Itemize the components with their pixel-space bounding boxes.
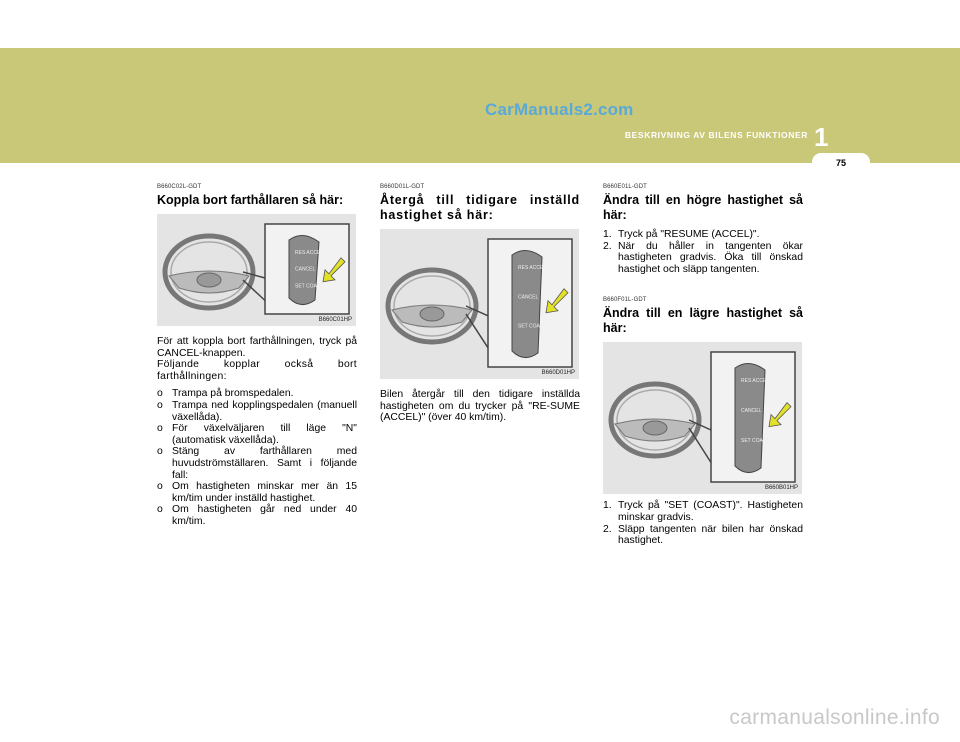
- switch-label: CANCEL: [295, 266, 316, 273]
- list-item: 1. Tryck på "SET (COAST)". Hastigheten minskar gradvis.: [603, 500, 803, 523]
- column-disengage: [157, 182, 357, 528]
- list-item: 2. När du håller in tangenten ökar hastigheten gradvis. Öka till önskad hastighet och släpp tangenten.: [603, 240, 803, 275]
- site-logo[interactable]: CarManuals2.com: [485, 100, 634, 119]
- list-marker: 1.: [603, 229, 612, 240]
- steering-wheel-figure: [380, 229, 579, 379]
- list-item: 1. Tryck på "RESUME (ACCEL)".: [603, 229, 760, 240]
- switch-label: SET COAST: [295, 283, 324, 290]
- section-code: B660D01L-GDT: [380, 184, 425, 190]
- list-item: o För växelväljaren till läge "N" (automatisk växellåda).: [157, 423, 357, 446]
- list-marker: o: [157, 388, 163, 400]
- list-marker: o: [157, 481, 163, 493]
- section-code: B660E01L-GDT: [603, 184, 647, 190]
- paragraph: För att koppla bort farthållningen, tryck på CANCEL-knappen.: [157, 336, 357, 359]
- section-heading: Återgå till tidigare inställd hastighet så här:: [380, 193, 580, 222]
- callout-leader-line: [689, 428, 711, 463]
- steering-wheel-illustration: [380, 229, 579, 379]
- steering-wheel-figure: [157, 214, 356, 326]
- switch-label: RES ACCEL: [295, 250, 324, 256]
- disengage-list: [157, 388, 357, 527]
- list-marker: o: [157, 423, 163, 435]
- steering-wheel-figure: [603, 342, 802, 494]
- horn-pad: [420, 307, 444, 321]
- switch-label: CANCEL: [741, 408, 762, 415]
- section-heading: Koppla bort farthållaren så här:: [157, 193, 344, 207]
- callout-leader-line: [466, 314, 488, 348]
- column-speed-change: [603, 182, 803, 547]
- chapter-number: 1: [814, 122, 829, 152]
- switch-label: SET COAST: [741, 438, 770, 445]
- switch-label: CANCEL: [518, 294, 539, 301]
- section-heading: Ändra till en högre hastighet så här:: [603, 193, 803, 222]
- section-title: BESKRIVNING AV BILENS FUNKTIONER: [624, 130, 808, 140]
- list-marker: 2.: [603, 240, 612, 252]
- list-item: o Om hastigheten minskar mer än 15 km/tim under inställd hastighet.: [157, 481, 357, 504]
- list-marker: o: [157, 504, 163, 516]
- figure-code: B660C01HP: [318, 317, 352, 323]
- list-marker: o: [157, 399, 163, 411]
- list-marker: 1.: [603, 500, 612, 512]
- switch-label: RES ACCEL: [741, 378, 770, 385]
- steering-wheel-illustration: [603, 342, 802, 494]
- list-marker: 2.: [603, 523, 612, 535]
- horn-pad: [643, 421, 667, 435]
- figure-code: B660B01HP: [764, 485, 798, 492]
- paragraph: Följande kopplar också bort farthållningen:: [157, 359, 357, 382]
- switch-label: RES ACCEL: [518, 265, 547, 271]
- column-resume: [380, 182, 580, 424]
- figure-code: B660D01HP: [541, 370, 575, 376]
- paragraph: Bilen återgår till den tidigare inställda hastigheten om du trycker på "RE-SUME (ACCEL)" (över 40 km/tim).: [380, 389, 580, 424]
- section-heading: Ändra till en lägre hastighet så här:: [603, 306, 803, 336]
- switch-label: SET COAST: [518, 323, 547, 330]
- page-number: 75: [835, 158, 846, 168]
- list-item: o Stäng av farthållaren med huvudströmställaren. Samt i följande fall:: [157, 446, 357, 481]
- section-code: B660F01L-GDT: [603, 297, 647, 304]
- list-item: 2. Släpp tangenten när bilen har önskad hastighet.: [603, 523, 803, 547]
- list-item: o Trampa ned kopplingspedalen (manuell växellåda).: [157, 399, 357, 423]
- decrease-list: [603, 500, 803, 546]
- steering-wheel-illustration: [157, 214, 356, 326]
- increase-list: [603, 229, 803, 275]
- list-item: o Om hastigheten går ned under 40 km/tim.: [157, 504, 357, 527]
- section-code: B660C02L-GDT: [157, 184, 202, 190]
- list-item: o Trampa på bromspedalen.: [157, 388, 294, 400]
- list-marker: o: [157, 446, 163, 458]
- watermark: carmanualsonline.info: [729, 706, 940, 729]
- horn-pad: [197, 273, 221, 287]
